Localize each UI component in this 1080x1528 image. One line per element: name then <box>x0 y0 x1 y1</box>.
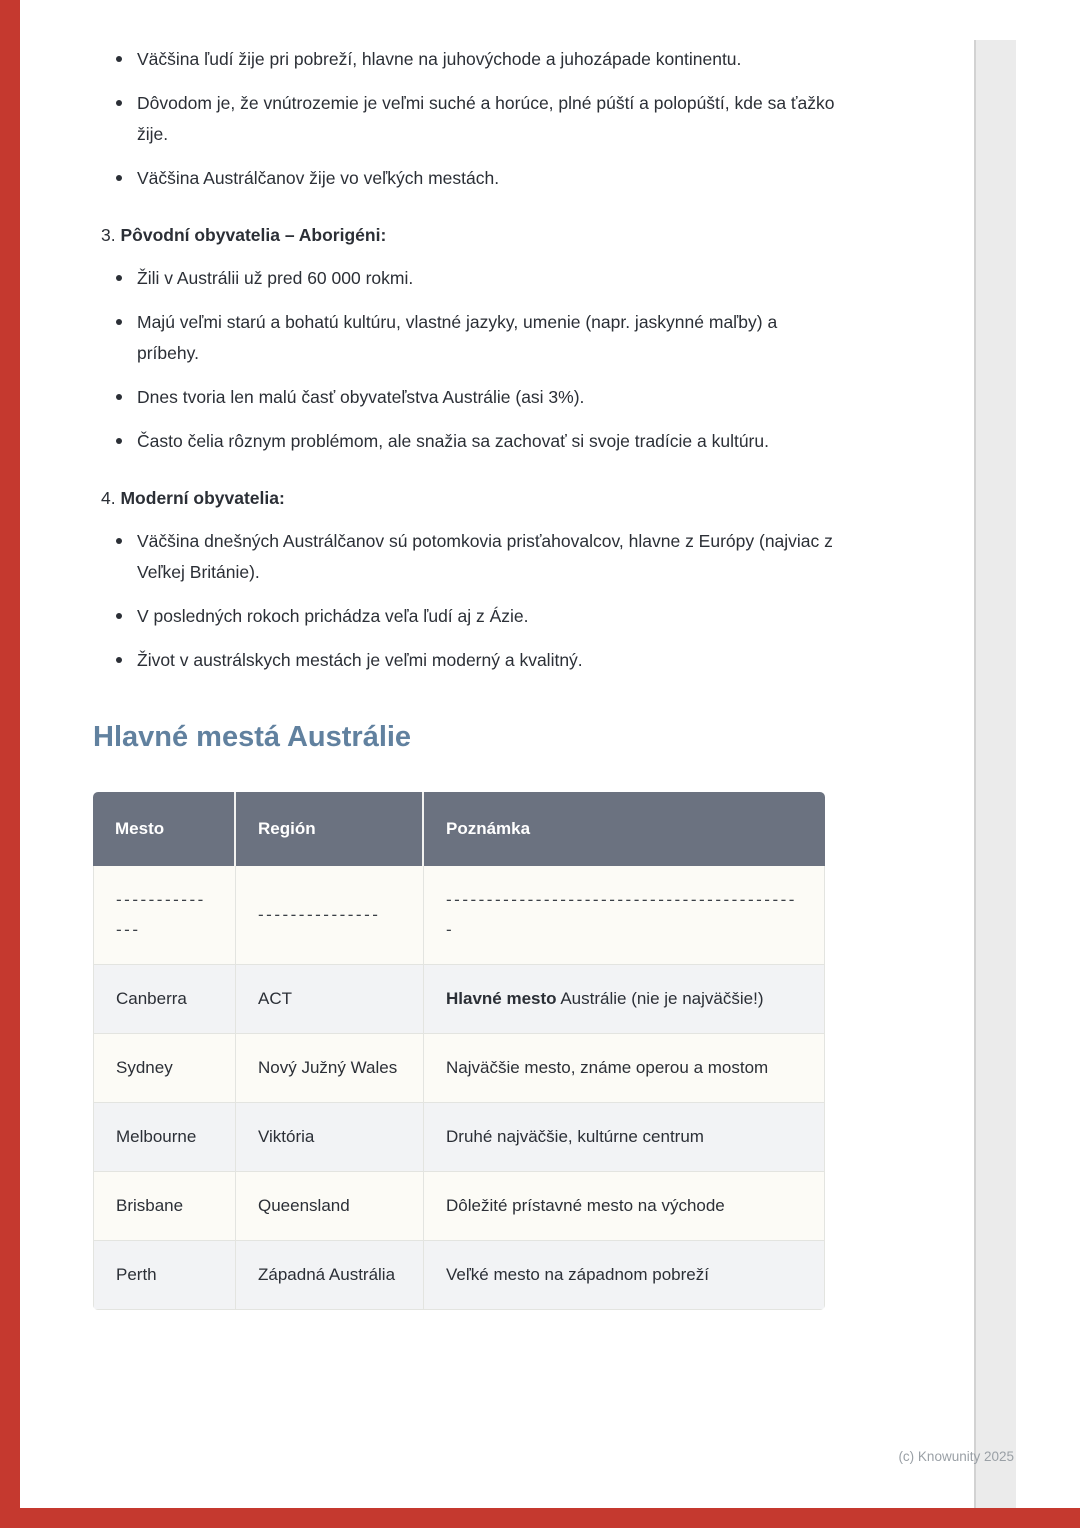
section-title: Moderní obyvatelia: <box>120 488 285 508</box>
city-cell: Brisbane <box>93 1172 236 1241</box>
column-header-city: Mesto <box>93 792 236 866</box>
table-separator-row <box>93 866 825 965</box>
section-heading <box>101 483 838 514</box>
section-heading <box>101 220 838 251</box>
cities-table <box>93 792 825 1310</box>
list-item: Väčšina dnešných Austrálčanov sú potomkovia prisťahovalcov, hlavne z Európy (najviac z Veľkej Británie). <box>137 526 838 588</box>
note-cell: Veľké mesto na západnom pobreží <box>424 1241 825 1310</box>
section-number: 3. <box>101 225 116 245</box>
list-item: Žili v Austrálii už pred 60 000 rokmi. <box>137 263 838 294</box>
list-item: Dnes tvoria len malú časť obyvateľstva Austrálie (asi 3%). <box>137 382 838 413</box>
section-aborigines <box>93 220 838 457</box>
note-cell: -------------------------------------------- <box>424 866 825 965</box>
region-cell: --------------- <box>236 866 424 965</box>
list-item: Väčšina Austrálčanov žije vo veľkých mestách. <box>137 163 838 194</box>
region-cell: Nový Južný Wales <box>236 1034 424 1103</box>
page-title: Hlavné mestá Austrálie <box>93 721 412 753</box>
app-frame-bottom-edge <box>0 1508 1080 1528</box>
city-cell: Melbourne <box>93 1103 236 1172</box>
intro-bullet-list <box>93 44 838 194</box>
region-cell: ACT <box>236 965 424 1034</box>
city-cell: Perth <box>93 1241 236 1310</box>
note-cell: Najväčšie mesto, známe operou a mostom <box>424 1034 825 1103</box>
section-modern-inhabitants <box>93 483 838 676</box>
city-cell: Canberra <box>93 965 236 1034</box>
list-item: Majú veľmi starú a bohatú kultúru, vlastné jazyky, umenie (napr. jaskynné maľby) a príbehy. <box>137 307 838 369</box>
section-bullet-list <box>93 263 838 457</box>
list-item: Život v austrálskych mestách je veľmi moderný a kvalitný. <box>137 645 838 676</box>
table-row <box>93 965 825 1034</box>
table-row <box>93 1103 825 1172</box>
list-item: Dôvodom je, že vnútrozemie je veľmi suché a horúce, plné púští a polopúští, kde sa ťažko žije. <box>137 88 838 150</box>
list-item: Často čelia rôznym problémom, ale snažia sa zachovať si svoje tradície a kultúru. <box>137 426 838 457</box>
region-cell: Západná Austrália <box>236 1241 424 1310</box>
list-item: V posledných rokoch prichádza veľa ľudí aj z Ázie. <box>137 601 838 632</box>
city-cell: -------------- <box>93 866 236 965</box>
note-cell: Druhé najväčšie, kultúrne centrum <box>424 1103 825 1172</box>
table-row <box>93 1241 825 1310</box>
scrollbar-track[interactable] <box>974 40 1016 1508</box>
section-number: 4. <box>101 488 116 508</box>
copyright-watermark: (c) Knowunity 2025 <box>898 1449 1014 1464</box>
document-page <box>93 44 838 1310</box>
region-cell: Viktória <box>236 1103 424 1172</box>
section-bullet-list <box>93 526 838 676</box>
note-text: Austrálie (nie je najväčšie!) <box>556 989 764 1008</box>
section-title: Pôvodní obyvatelia – Aborigéni: <box>120 225 387 245</box>
table-row <box>93 1172 825 1241</box>
app-frame-left-edge <box>0 0 20 1528</box>
city-cell: Sydney <box>93 1034 236 1103</box>
table-header-row <box>93 792 825 866</box>
note-bold-text: Hlavné mesto <box>446 989 557 1008</box>
list-item: Väčšina ľudí žije pri pobreží, hlavne na juhovýchode a juhozápade kontinentu. <box>137 44 838 75</box>
table-row <box>93 1034 825 1103</box>
note-cell: Dôležité prístavné mesto na východe <box>424 1172 825 1241</box>
region-cell: Queensland <box>236 1172 424 1241</box>
note-cell <box>424 965 825 1034</box>
column-header-note: Poznámka <box>424 792 825 866</box>
column-header-region: Región <box>236 792 424 866</box>
